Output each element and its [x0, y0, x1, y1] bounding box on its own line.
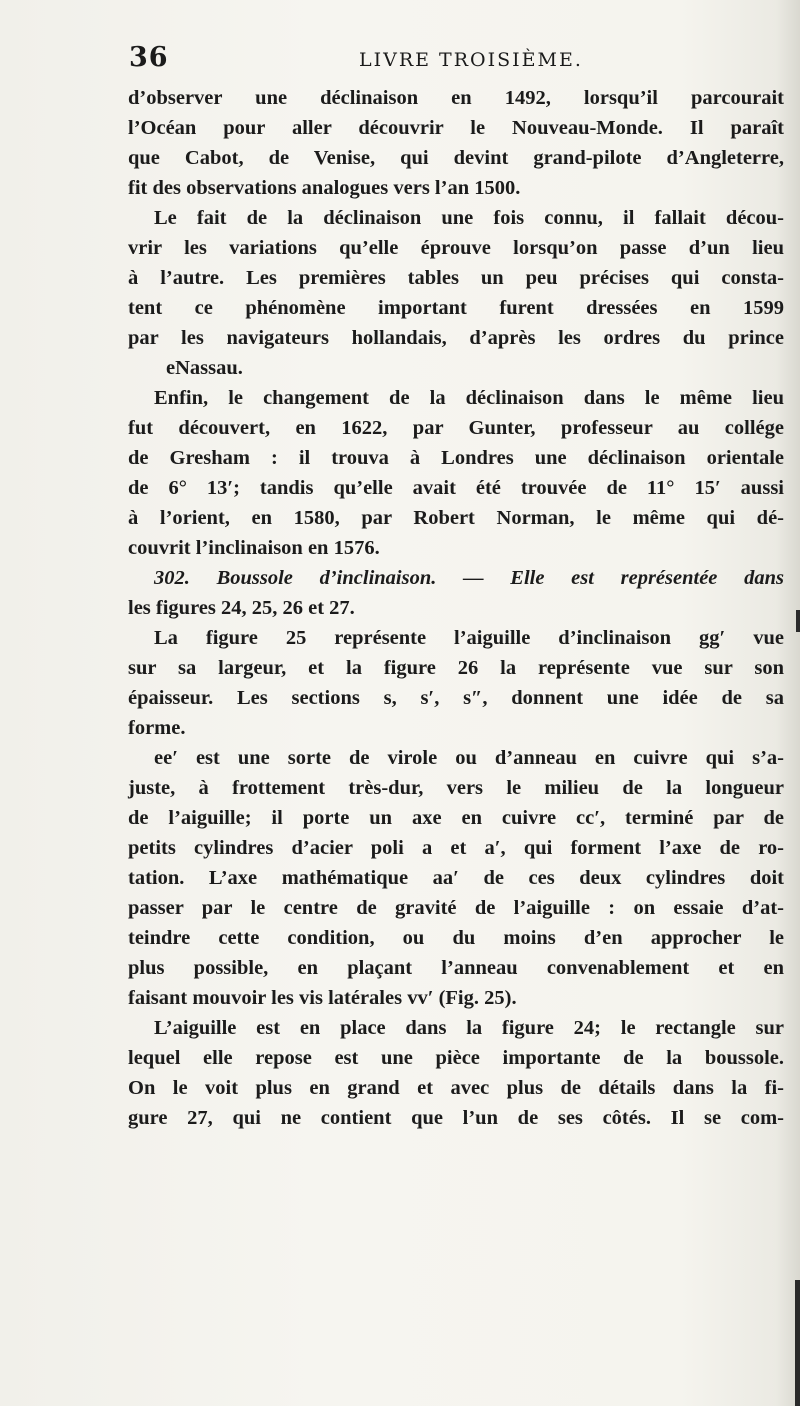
text-line: tation. L’axe mathématique aa′ de ces deux cylindres doit [128, 867, 784, 889]
text-line: de l’aiguille; il porte un axe en cuivre cc′, terminé par de [128, 807, 784, 829]
text-line: On le voit plus en grand et avec plus de détails dans la fi- [128, 1077, 784, 1099]
text-line: fit des observations analogues vers l’an 1500. [128, 177, 521, 199]
text-line: gure 27, qui ne contient que l’un de ses côtés. Il se com- [128, 1107, 784, 1129]
text-line: teindre cette condition, ou du moins d’en approcher le [128, 927, 784, 949]
text-line: de 6° 13′; tandis qu’elle avait été trouvée de 11° 15′ aussi [128, 477, 784, 499]
text-line: épaisseur. Les sections s, s′, s″, donnent une idée de sa [128, 687, 784, 709]
page-edge-shadow [795, 1280, 800, 1406]
text-line: à l’autre. Les premières tables un peu précises qui consta- [128, 267, 784, 289]
paragraph-start: L’aiguille est en place dans la figure 24; le rectangle sur [154, 1017, 784, 1039]
running-head [129, 42, 789, 76]
text-line: de Gresham : il trouva à Londres une déclinaison orientale [128, 447, 784, 469]
text-line: par les navigateurs hollandais, d’après les ordres du prince [128, 327, 784, 349]
text-line: forme. [128, 717, 186, 739]
paragraph-start: Enfin, le changement de la déclinaison dans le même lieu [154, 387, 784, 409]
text-line: vrir les variations qu’elle éprouve lorsqu’on passe d’un lieu [128, 237, 784, 259]
paragraph-start: Le fait de la déclinaison une fois connu, il fallait décou- [154, 207, 784, 229]
text-line: faisant mouvoir les vis latérales vv′ (Fig. 25). [128, 987, 517, 1009]
text-line: que Cabot, de Venise, qui devint grand-pilote d’Angleterre, [128, 147, 784, 169]
text-line: d’observer une déclinaison en 1492, lorsqu’il parcourait [128, 87, 784, 109]
text-line: passer par le centre de gravité de l’aiguille : on essaie d’at- [128, 897, 784, 919]
text-line: eNassau. [166, 357, 243, 379]
text-line: fut découvert, en 1622, par Gunter, professeur au collége [128, 417, 784, 439]
text-line: l’Océan pour aller découvrir le Nouveau-Monde. Il paraît [128, 117, 784, 139]
text-line: petits cylindres d’acier poli a et a′, qui forment l’axe de ro- [128, 837, 784, 859]
section-heading: 302. Boussole d’inclinaison. — Elle est représentée dans [154, 567, 784, 589]
text-line: les figures 24, 25, 26 et 27. [128, 597, 355, 619]
text-line: plus possible, en plaçant l’anneau convenablement et en [128, 957, 784, 979]
page-edge-shadow [796, 610, 800, 632]
text-line: à l’orient, en 1580, par Robert Norman, le même qui dé- [128, 507, 784, 529]
paragraph-start: La figure 25 représente l’aiguille d’inclinaison gg′ vue [154, 627, 784, 649]
body-text [128, 83, 784, 1133]
paragraph-start: ee′ est une sorte de virole ou d’anneau en cuivre qui s’a- [154, 747, 784, 769]
text-line: juste, à frottement très-dur, vers le milieu de la longueur [128, 777, 784, 799]
page-number: 36 [129, 42, 169, 73]
text-line: sur sa largeur, et la figure 26 la représente vue sur son [128, 657, 784, 679]
running-title: LIVRE TROISIÈME. [359, 49, 583, 71]
text-line: lequel elle repose est une pièce importante de la boussole. [128, 1047, 784, 1069]
text-line: couvrit l’inclinaison en 1576. [128, 537, 380, 559]
text-line: tent ce phénomène important furent dressées en 1599 [128, 297, 784, 319]
